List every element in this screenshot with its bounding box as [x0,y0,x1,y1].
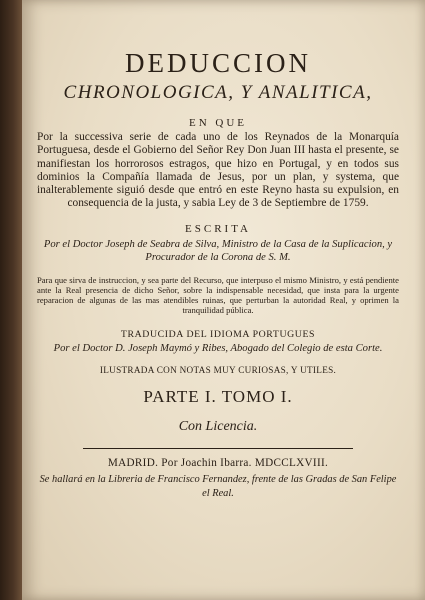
divider-rule [83,448,353,449]
book-spine [0,0,22,600]
description-paragraph: Por la successiva serie de cada uno de los Reynados de la Monarquía Portuguesa, desde el Gobierno del Señor Rey Don Juan III hasta el presente, se manifiestan los horrorosos estragos, que hizo en Portugal, y en todos sus dominios la Compañía llamada de Jesus, por un plan, y systema, que inalterablemente siguió desde que entró en este Reyno hasta su expulsion, en consequencia de la justa, y sabia Ley de 3 de Septiembre de 1759. [37,131,399,210]
translator-line: Por el Doctor D. Joseph Maymó y Ribes, Abogado del Colegio de esta Corte. [53,342,383,354]
imprint-line: MADRID. Por Joachin Ibarra. MDCCLXVIII. [107,457,329,470]
book-title: DEDUCCION [125,48,311,78]
en-que-line: EN QUE [188,117,248,129]
purpose-paragraph: Para que sirva de instruccion, y sea parte del Recurso, que interpuso el mismo Ministro, y está pendiente ante la Real presencia de dicho Señor, sobre la indispensable necesidad, que insta para la urgente reparacion de algunas de las mas atendibles ruinas, que perturban la autoridad Real, y oprimen la tranquilidad pública. [37,274,399,316]
book-subtitle: CHRONOLOGICA, Y ANALITICA, [63,82,373,103]
volume-line: PARTE I. TOMO I. [143,387,293,407]
licence-line: Con Licencia. [178,419,258,435]
escrita-line: ESCRITA [185,222,251,235]
title-page-text [22,48,414,500]
author-line: Por el Doctor Joseph de Seabra de Silva, Ministro de la Casa de la Suplicacion, y Procurador de la Corona de S. M. [43,238,393,264]
translation-line: TRADUCIDA DEL IDIOMA PORTUGUES [120,328,316,340]
illustrated-line: ILUSTRADA CON NOTAS MUY CURIOSAS, Y UTILES. [99,365,337,376]
sale-line: Se hallará en la Libreria de Francisco Fernandez, frente de las Gradas de San Felipe el Real. [39,474,397,499]
